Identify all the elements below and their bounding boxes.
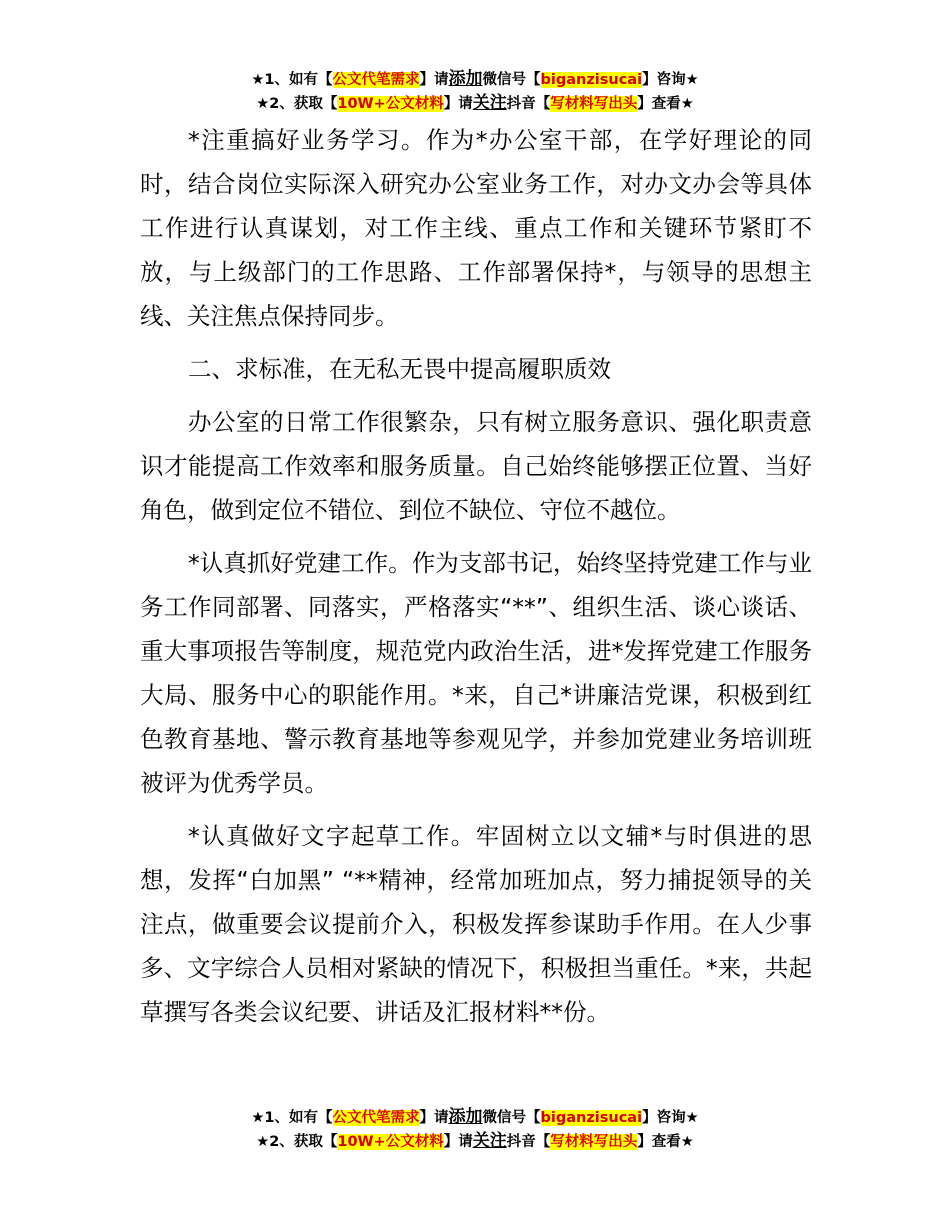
banner-text: 】请 (443, 96, 473, 112)
banner-text: 】请 (443, 1134, 473, 1150)
highlighted-material-label: 10W+公文材料 (337, 96, 444, 112)
banner-text: ★2、获取【 (256, 1134, 338, 1150)
section-heading-2: 二、求标准，在无私无畏中提高履职质效 (188, 355, 611, 383)
banner-emphasis: 添加 (448, 69, 483, 89)
footer-ad-line-1 (0, 1106, 950, 1130)
header-ad-banner (0, 68, 950, 116)
highlighted-douyin-account: 写材料写出头 (550, 96, 638, 112)
highlighted-service-label: 公文代笔需求 (332, 72, 420, 88)
footer-ad-line-2 (0, 1130, 950, 1154)
paragraph-party-building: *认真抓好党建工作。作为支部书记，始终坚持党建工作与业务工作同部署、同落实，严格落实“**”、组织生活、谈心谈话、重大事项报告等制度，规范党内政治生活，进*发挥党建工作服务大局、服务中心的职能作用。*来，自己*讲廉洁党课，积极到红色教育基地、警示教育基地等参观见学，并参加党建业务培训班被评为优秀学员。 (140, 549, 812, 797)
highlighted-material-label: 10W+公文材料 (337, 1134, 444, 1150)
highlighted-wechat-id: biganzisucai (540, 72, 643, 88)
banner-text: ★1、如有【 (251, 72, 333, 88)
document-body (140, 118, 812, 1043)
banner-text: 微信号【 (482, 1110, 541, 1126)
banner-text: 】请 (419, 1110, 449, 1126)
highlighted-douyin-account: 写材料写出头 (550, 1134, 638, 1150)
highlighted-wechat-id: biganzisucai (540, 1110, 643, 1126)
banner-text: 抖音【 (506, 96, 551, 112)
header-ad-line-2 (0, 92, 950, 116)
paragraph-drafting-work: *认真做好文字起草工作。牢固树立以文辅*与时俱进的思想，发挥“白加黑” “**精神，经常加班加点，努力捕捉领导的关注点，做重要会议提前介入，积极发挥参谋助手作用。在人少事多、文字综合人员相对紧缺的情况下，积极担当重任。*来，共起草撰写各类会议纪要、讲话及汇报材料**份。 (140, 822, 812, 1026)
banner-text: 抖音【 (506, 1134, 551, 1150)
banner-text: 微信号【 (482, 72, 541, 88)
banner-emphasis: 关注 (472, 1131, 507, 1151)
footer-ad-banner (0, 1106, 950, 1154)
banner-text: 】咨询★ (642, 72, 699, 88)
paragraph-office-work: 办公室的日常工作很繁杂，只有树立服务意识、强化职责意识才能提高工作效率和服务质量。自己始终能够摆正位置、当好角色，做到定位不错位、到位不缺位、守位不越位。 (140, 408, 812, 524)
banner-emphasis: 添加 (448, 1107, 483, 1127)
banner-emphasis: 关注 (472, 93, 507, 113)
banner-text: 】查看★ (637, 1134, 694, 1150)
highlighted-service-label: 公文代笔需求 (332, 1110, 420, 1126)
banner-text: 】咨询★ (642, 1110, 699, 1126)
paragraph-business-study: *注重搞好业务学习。作为*办公室干部，在学好理论的同时，结合岗位实际深入研究办公室业务工作，对办文办会等具体工作进行认真谋划，对工作主线、重点工作和关键环节紧盯不放，与上级部门的工作思路、工作部署保持*，与领导的思想主线、关注焦点保持同步。 (140, 126, 812, 330)
header-ad-line-1 (0, 68, 950, 92)
banner-text: 】查看★ (637, 96, 694, 112)
banner-text: 】请 (419, 72, 449, 88)
banner-text: ★2、获取【 (256, 96, 338, 112)
banner-text: ★1、如有【 (251, 1110, 333, 1126)
